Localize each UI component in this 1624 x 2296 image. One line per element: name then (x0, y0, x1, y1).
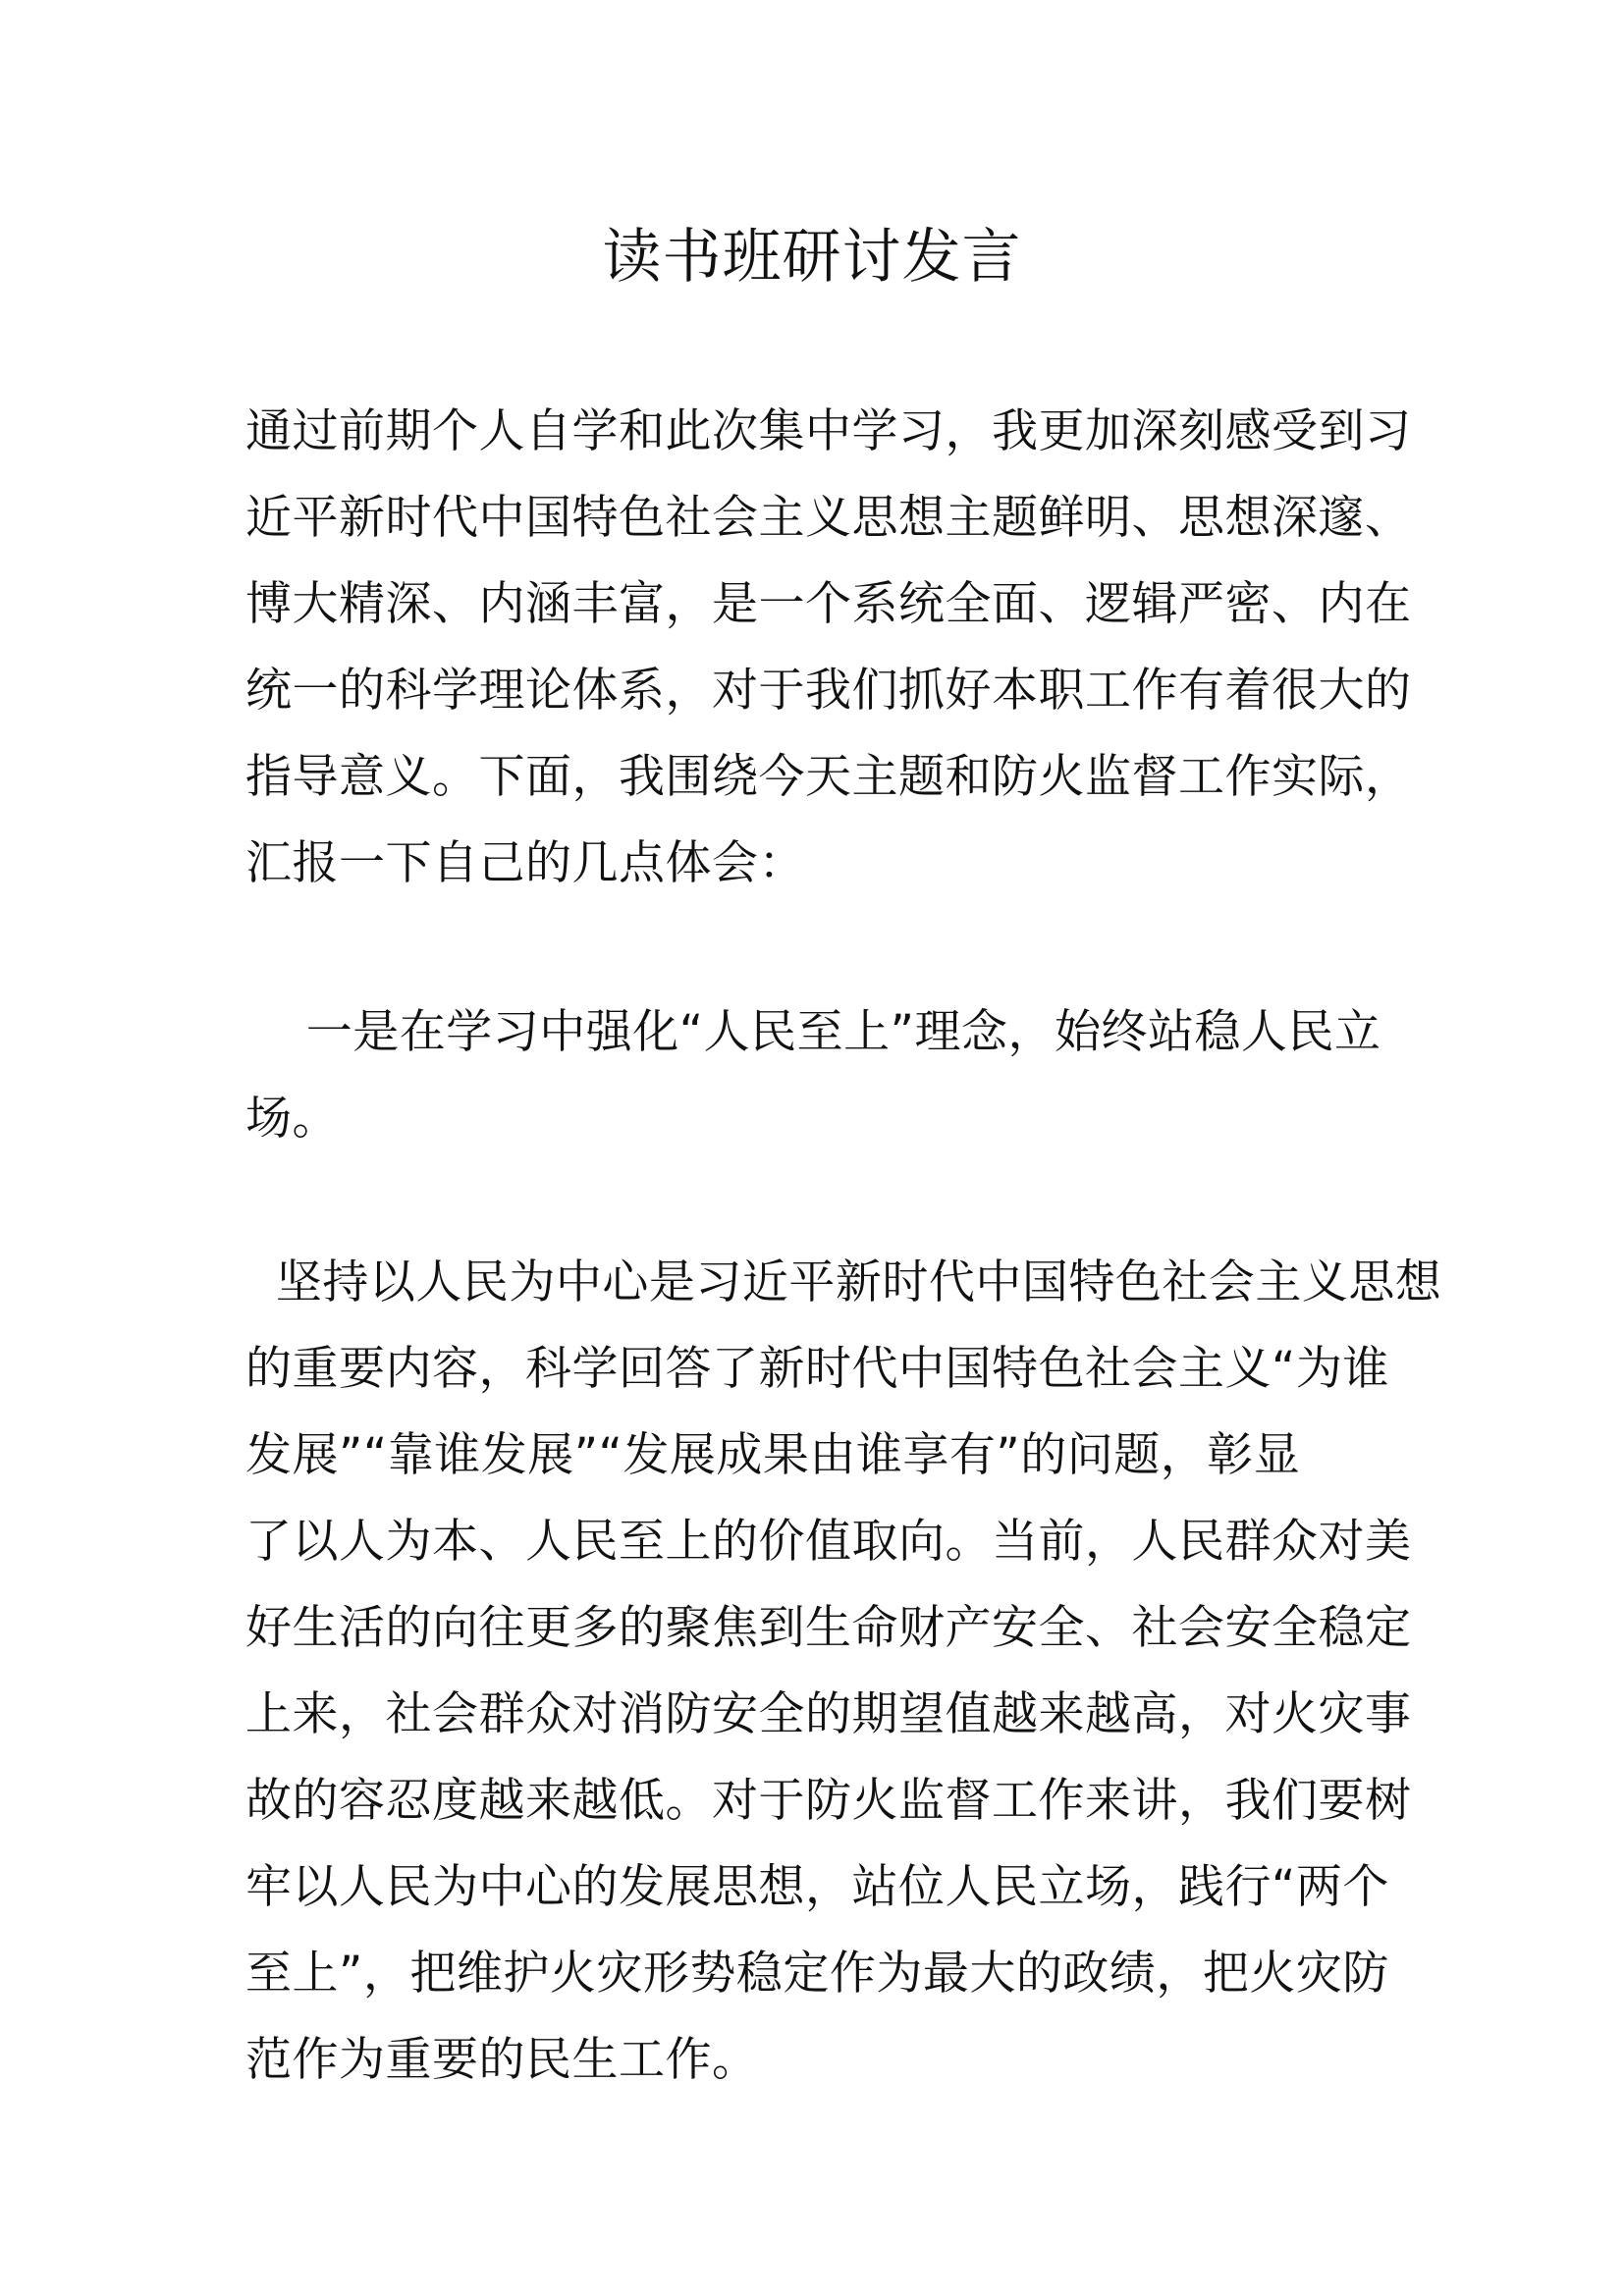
paragraph-body-point-one (245, 1240, 1442, 2104)
text-line: 汇报一下自己的几点体会： (245, 836, 805, 890)
text-line: 一是在学习中强化“人民至上”理念，始终站稳人民立 (245, 1005, 1381, 1059)
text-line: 好生活的向往更多的聚焦到生命财产安全、社会安全稳定 (245, 1601, 1412, 1655)
text-line: 的重要内容，科学回答了新时代中国特色社会主义“为谁 (245, 1342, 1389, 1396)
text-line: 指导意义。下面，我围绕今天主题和防火监督工作实际， (245, 750, 1412, 804)
text-line: 博大精深、内涵丰富，是一个系统全面、逻辑严密、内在 (245, 577, 1412, 631)
text-line: 近平新时代中国特色社会主义思想主题鲜明、思想深邃、 (245, 491, 1412, 545)
text-line: 统一的科学理论体系，对于我们抓好本职工作有着很大的 (245, 664, 1412, 718)
text-line: 坚持以人民为中心是习近平新时代中国特色社会主义思想 (245, 1255, 1442, 1309)
paragraph-heading-point-one (245, 989, 1394, 1162)
text-line: 场。 (245, 1092, 339, 1146)
text-line: 牢以人民为中心的发展思想，站位人民立场，践行“两个 (245, 1860, 1389, 1914)
text-line: 故的容忍度越来越低。对于防火监督工作来讲，我们要树 (245, 1774, 1412, 1828)
text-line: 至上”，把维护火灾形势稳定作为最大的政绩，把火灾防 (245, 1947, 1389, 2001)
text-line: 发展”“靠谁发展”“发展成果由谁享有”的问题，彰显 (245, 1428, 1301, 1482)
text-line: 通过前期个人自学和此次集中学习，我更加深刻感受到习 (245, 404, 1412, 458)
text-line: 上来，社会群众对消防安全的期望值越来越高，对火灾事 (245, 1687, 1412, 1741)
text-line: 范作为重要的民生工作。 (245, 2033, 759, 2087)
paragraph-intro (245, 389, 1412, 907)
text-line: 了以人为本、人民至上的价值取向。当前，人民群众对美 (245, 1515, 1412, 1569)
document-title: 读书班研讨发言 (602, 223, 1022, 292)
